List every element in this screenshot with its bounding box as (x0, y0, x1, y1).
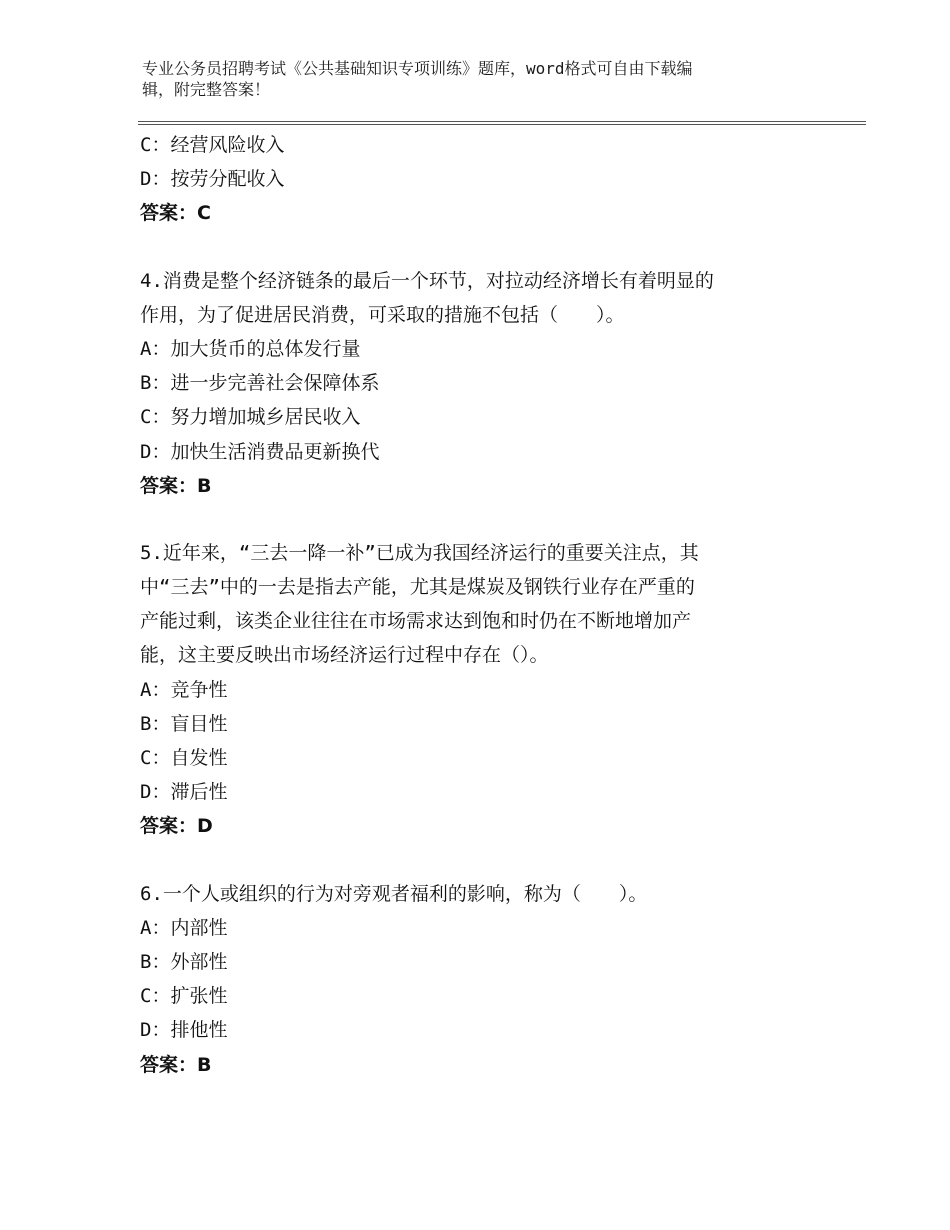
question-text-line: 5.近年来，“三去一降一补”已成为我国经济运行的重要关注点，其 (140, 541, 699, 564)
question-6 (140, 877, 800, 1082)
option-b: B：进一步完善社会保障体系 (140, 372, 380, 395)
option-c: C：自发性 (140, 747, 228, 769)
answer: 答案：C (140, 202, 211, 225)
previous-question-tail (140, 128, 800, 231)
header-line-2: 辑，附完整答案！ (142, 80, 271, 99)
question-content (140, 128, 800, 1082)
answer: 答案：D (140, 815, 213, 838)
option-b: B：盲目性 (140, 712, 228, 735)
question-text-line: 作用，为了促进居民消费，可采取的措施不包括（ ）。 (140, 303, 625, 326)
option-a: A：竞争性 (140, 678, 228, 701)
header-line-1: 专业公务员招聘考试《公共基础知识专项训练》题库，word格式可自由下载编 (142, 59, 693, 78)
option-d: D：滞后性 (140, 781, 228, 804)
option-b: B：外部性 (140, 950, 228, 973)
question-5 (140, 536, 800, 844)
question-text-line: 中“三去”中的一去是指去产能，尤其是煤炭及钢铁行业存在严重的 (140, 576, 695, 599)
option-a: A：加大货币的总体发行量 (140, 337, 361, 360)
option-c: C：经营风险收入 (140, 134, 285, 156)
answer: 答案：B (140, 1053, 212, 1076)
question-text-line: 产能过剩，该类企业往往在市场需求达到饱和时仍在不断地增加产 (140, 610, 692, 633)
question-4 (140, 264, 800, 503)
question-text-line: 能，这主要反映出市场经济运行过程中存在（）。 (140, 644, 549, 667)
question-text-line: 6.一个人或组织的行为对旁观者福利的影响，称为（ ）。 (140, 882, 648, 905)
page-header (142, 58, 792, 100)
answer: 答案：B (140, 474, 212, 497)
option-c: C：扩张性 (140, 985, 228, 1008)
header-divider-bottom (138, 124, 866, 125)
header-divider-top (138, 121, 866, 122)
option-d: D：排他性 (140, 1019, 228, 1042)
option-a: A：内部性 (140, 916, 228, 939)
option-d: D：按劳分配收入 (140, 168, 285, 191)
option-c: C：努力增加城乡居民收入 (140, 406, 361, 429)
option-d: D：加快生活消费品更新换代 (140, 440, 380, 463)
question-text-line: 4.消费是整个经济链条的最后一个环节，对拉动经济增长有着明显的 (140, 269, 714, 292)
